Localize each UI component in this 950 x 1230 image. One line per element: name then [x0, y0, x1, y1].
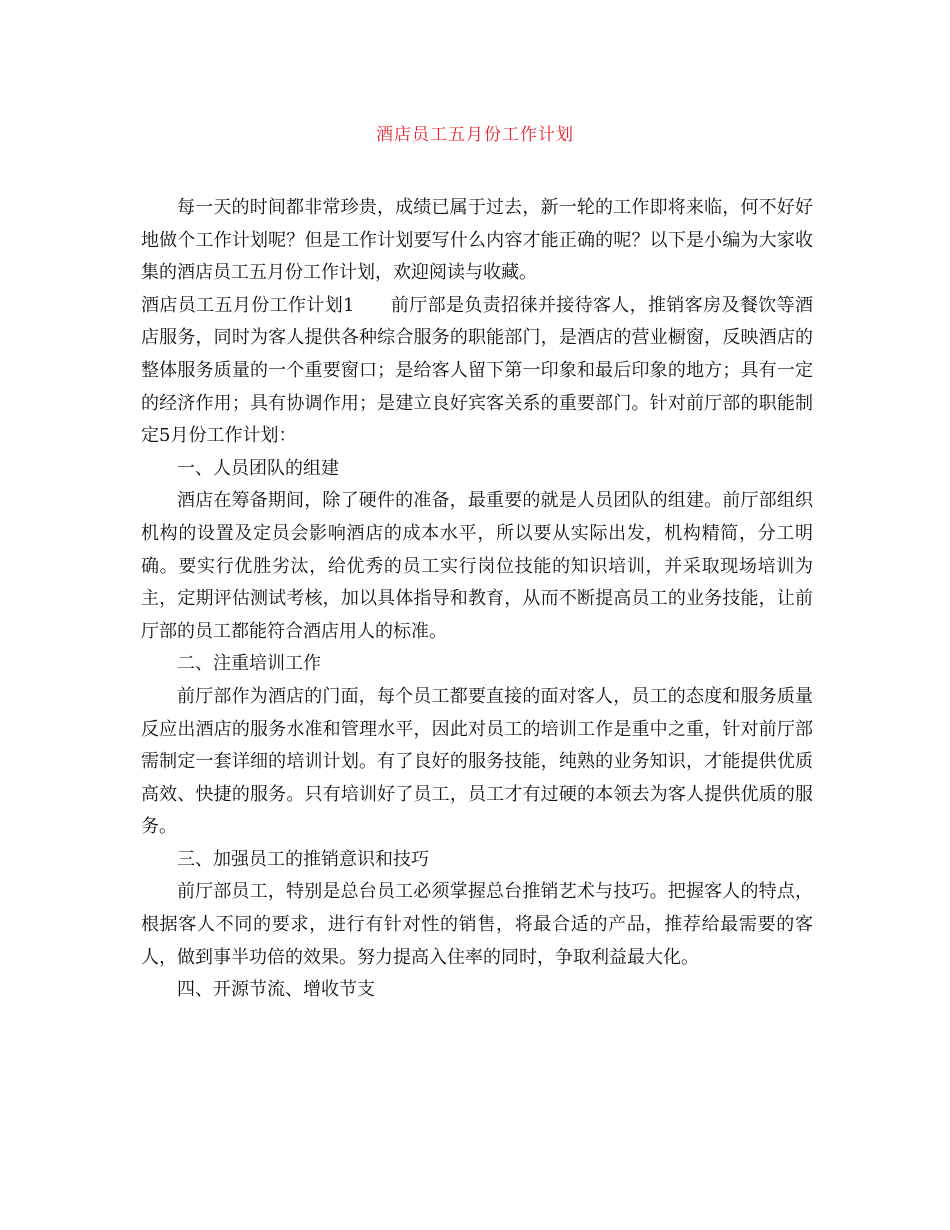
section-heading: 四、开源节流、增收节支: [177, 979, 375, 1001]
plan-text: 前厅部是负责招徕并接待客人，推销客房及餐饮等酒店服务，同时为客人提供各种综合服务的职能部门，是酒店的营业橱窗，反映酒店的整体服务质量的一个重要窗口；是给客人留下第一印象和最后印象的地方；具有一定的经济作用；具有协调作用；是建立良好宾客关系的重要部门。针对前厅部的职能制定5月份工作计划：: [141, 294, 814, 447]
plan-label: 酒店员工五月份工作计划1: [141, 294, 355, 316]
section-heading: 一、人员团队的组建: [177, 457, 339, 479]
section-heading: 二、注重培训工作: [177, 653, 321, 675]
section-paragraph: 前厅部员工，特别是总台员工必须掌握总台推销艺术与技巧。把握客人的特点，根据客人不同的要求，进行有针对性的销售，将最合适的产品，推荐给最需要的客人，做到事半功倍的效果。努力提高入住率的同时，争取利益最大化。: [141, 881, 813, 968]
document-title: 酒店员工五月份工作计划: [376, 125, 574, 145]
section-paragraph: 酒店在筹备期间，除了硬件的准备，最重要的就是人员团队的组建。前厅部组织机构的设置及定员会影响酒店的成本水平，所以要从实际出发，机构精简，分工明确。要实行优胜劣汰，给优秀的员工实行岗位技能的知识培训，并采取现场培训为主，定期评估测试考核，加以具体指导和教育，从而不断提高员工的业务技能，让前厅部的员工都能符合酒店用人的标准。: [141, 490, 813, 642]
section-paragraph: 前厅部作为酒店的门面，每个员工都要直接的面对客人，员工的态度和服务质量反应出酒店的服务水准和管理水平，因此对员工的培训工作是重中之重，针对前厅部需制定一套详细的培训计划。有了良好的服务技能，纯熟的业务知识，才能提供优质高效、快捷的服务。只有培训好了员工，员工才有过硬的本领去为客人提供优质的服务。: [141, 685, 813, 838]
intro-paragraph: 每一天的时间都非常珍贵，成绩已属于过去，新一轮的工作即将来临，何不好好地做个工作计划呢？但是工作计划要写什么内容才能正确的呢？以下是小编为大家收集的酒店员工五月份工作计划，欢迎阅读与收藏。: [141, 197, 813, 284]
document-body: [141, 192, 813, 1007]
plan-paragraph: [141, 290, 813, 453]
section-heading: 三、加强员工的推销意识和技巧: [177, 848, 429, 870]
